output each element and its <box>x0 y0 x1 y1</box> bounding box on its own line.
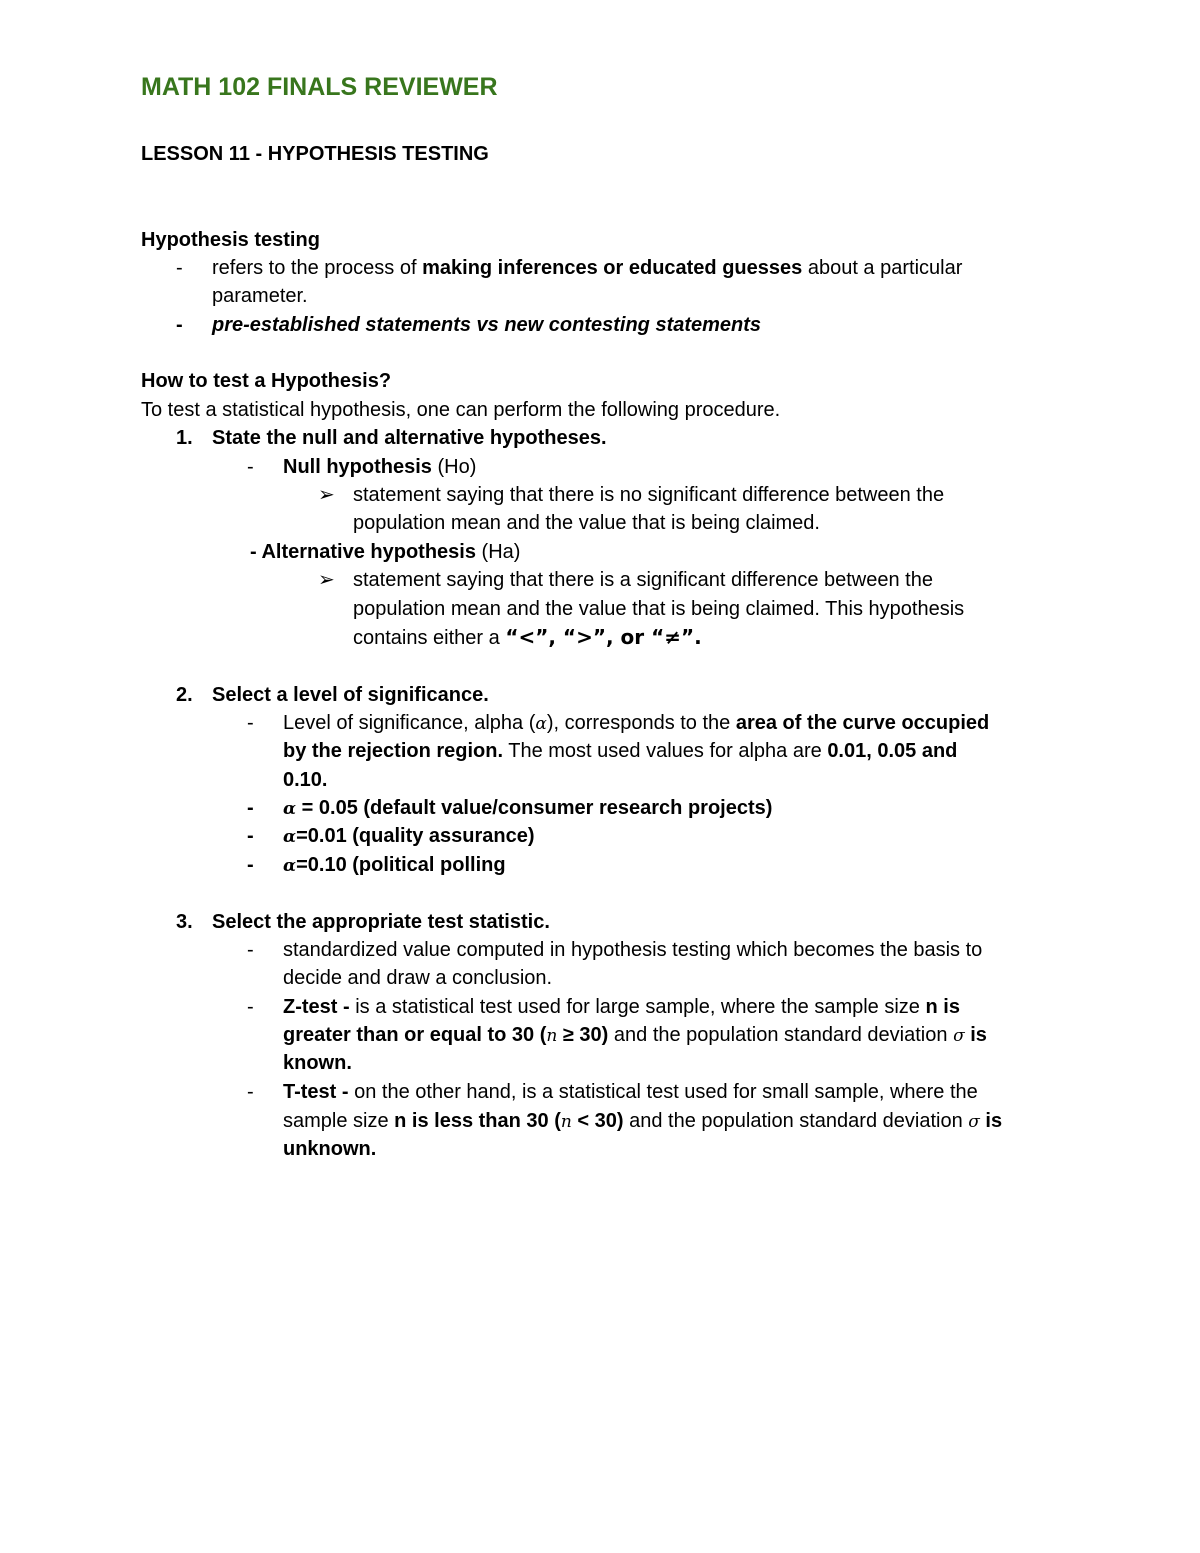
step1-heading: State the null and alternative hypotheses. <box>212 427 607 449</box>
statements-line: pre-established statements vs new contesting statements <box>212 314 762 336</box>
bullet-dash: - <box>247 939 254 961</box>
text: (Ha) <box>476 541 521 563</box>
alpha-default <box>283 794 772 823</box>
text-bold: - <box>250 541 262 563</box>
text-bold: n is <box>925 996 960 1018</box>
text-bold: T-test - <box>283 1081 355 1103</box>
text: The most used values for alpha are <box>503 740 828 762</box>
t-test-line-3: unknown. <box>283 1138 377 1160</box>
definition-line-1 <box>212 254 962 282</box>
bullet-dash: - <box>247 797 254 819</box>
z-test-line-1 <box>283 993 960 1021</box>
n-symbol: n <box>546 1026 558 1046</box>
alt-hypothesis-label <box>250 538 520 566</box>
text-bold: by the rejection region. <box>283 740 504 762</box>
statistic-line-1: standardized value computed in hypothesis testing which becomes the basis to <box>283 939 983 961</box>
text-bold: Alternative hypothesis <box>261 541 476 563</box>
text-bold: Z-test - <box>283 996 356 1018</box>
text-bold: = 0.05 (default value/consumer research projects) <box>296 797 773 819</box>
hypothesis-testing-heading: Hypothesis testing <box>141 229 320 251</box>
text: contains either a <box>353 627 506 649</box>
t-test-line-2 <box>283 1107 1002 1136</box>
significance-line-2 <box>283 737 957 765</box>
procedure-intro: To test a statistical hypothesis, one can perform the following procedure. <box>141 399 781 421</box>
step-number: 2. <box>176 684 193 706</box>
z-test-line-2 <box>283 1021 987 1050</box>
alt-desc-line-2: population mean and the value that is being claimed. This hypothesis <box>353 598 965 620</box>
bullet-dash: - <box>176 314 183 336</box>
text: ), corresponds to the <box>546 712 736 734</box>
step-number: 3. <box>176 911 193 933</box>
statistic-line-2: decide and draw a conclusion. <box>283 967 553 989</box>
definition-line-2: parameter. <box>212 285 308 307</box>
alt-desc-line-1: statement saying that there is a significant difference between the <box>353 569 933 591</box>
text-bold: is <box>979 1110 1003 1132</box>
bullet-dash: - <box>247 456 254 478</box>
step-number: 1. <box>176 427 193 449</box>
null-hypothesis-label <box>283 453 476 481</box>
text-bold: ≥ 30) <box>557 1024 609 1046</box>
text: Level of significance, alpha ( <box>283 712 536 734</box>
text: refers to the process of <box>212 257 423 279</box>
text: sample size <box>283 1110 395 1132</box>
sigma-symbol: σ <box>968 1112 980 1132</box>
text-bold: greater than or equal to 30 ( <box>283 1024 547 1046</box>
document-title: MATH 102 FINALS REVIEWER <box>141 73 498 101</box>
text-bold: Null hypothesis <box>283 456 432 478</box>
text-bold: “<”, “>”, or “≠”. <box>505 625 702 649</box>
text-bold: =0.10 (political polling <box>296 854 506 876</box>
bullet-dash: - <box>247 854 254 876</box>
significance-line-3: 0.10. <box>283 769 328 791</box>
text: and the population standard deviation <box>623 1110 969 1132</box>
text: about a particular <box>802 257 963 279</box>
sigma-symbol: σ <box>953 1026 965 1046</box>
z-test-line-3: known. <box>283 1052 352 1074</box>
text-bold: making inferences or educated guesses <box>422 257 803 279</box>
text-bold: 0.01, 0.05 and <box>827 740 958 762</box>
text-bold: n is less than 30 ( <box>394 1110 561 1132</box>
arrow-bullet-icon: ➢ <box>318 569 335 591</box>
text: on the other hand, is a statistical test used for small sample, where the <box>354 1081 978 1103</box>
step3-heading: Select the appropriate test statistic. <box>212 911 550 933</box>
null-desc-line-2: population mean and the value that is being claimed. <box>353 512 820 534</box>
text: is a statistical test used for large sample, where the sample size <box>355 996 926 1018</box>
text: (Ho) <box>431 456 477 478</box>
text-bold: =0.01 (quality assurance) <box>296 825 535 847</box>
step2-heading: Select a level of significance. <box>212 684 489 706</box>
alpha-quality <box>283 822 535 851</box>
significance-line-1 <box>283 709 989 738</box>
how-to-test-heading: How to test a Hypothesis? <box>141 370 392 392</box>
alpha-symbol: α <box>535 714 547 734</box>
null-desc-line-1: statement saying that there is no significant difference between the <box>353 484 945 506</box>
text-bold: is <box>964 1024 987 1046</box>
alpha-polling <box>283 851 506 880</box>
arrow-bullet-icon: ➢ <box>318 484 335 506</box>
alpha-symbol: α <box>283 827 297 847</box>
alt-desc-line-3 <box>353 623 702 652</box>
alpha-symbol: α <box>283 856 297 876</box>
bullet-dash: - <box>176 257 183 279</box>
alpha-symbol: α <box>283 799 297 819</box>
text: and the population standard deviation <box>608 1024 954 1046</box>
bullet-dash: - <box>247 996 254 1018</box>
n-symbol: n <box>560 1112 572 1132</box>
bullet-dash: - <box>247 825 254 847</box>
text-bold: < 30) <box>571 1110 624 1132</box>
bullet-dash: - <box>247 1081 254 1103</box>
t-test-line-1 <box>283 1078 978 1106</box>
bullet-dash: - <box>247 712 254 734</box>
lesson-heading: LESSON 11 - HYPOTHESIS TESTING <box>141 143 489 165</box>
text-bold: area of the curve occupied <box>735 712 990 734</box>
